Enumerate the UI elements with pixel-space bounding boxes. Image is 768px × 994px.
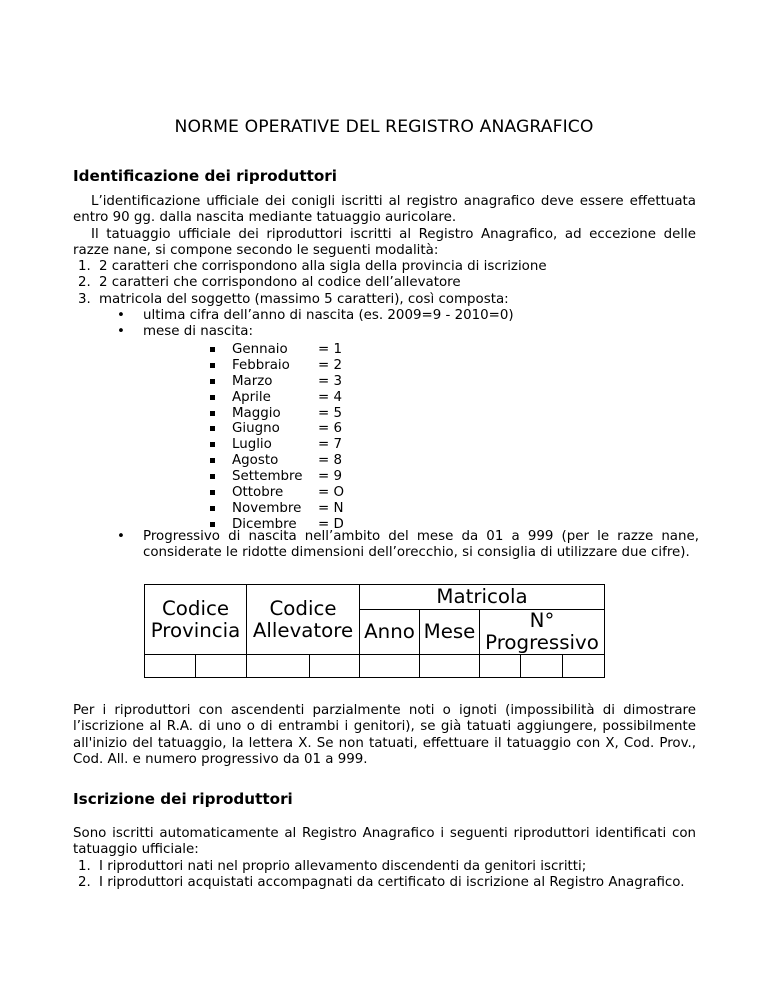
month-code: = 3 bbox=[318, 373, 342, 389]
table-cell bbox=[247, 655, 310, 678]
month-name: Aprile bbox=[232, 389, 271, 405]
month-name: Gennaio bbox=[232, 342, 288, 357]
month-name: Maggio bbox=[232, 405, 281, 421]
bullet-item-text: mese di nascita: bbox=[143, 324, 253, 340]
month-code: = 8 bbox=[318, 453, 342, 469]
bullet-dot-icon: • bbox=[117, 529, 125, 544]
list-item bbox=[78, 875, 698, 891]
bullet-item bbox=[113, 324, 514, 340]
header-codice-provincia: Codice Provincia bbox=[145, 585, 247, 655]
square-bullet-icon bbox=[210, 347, 215, 352]
bullet-dot-icon: • bbox=[117, 308, 125, 323]
month-code: = 9 bbox=[318, 469, 342, 485]
square-bullet-icon bbox=[210, 506, 215, 511]
header-anno: Anno bbox=[360, 610, 420, 655]
table-cell bbox=[310, 655, 360, 678]
month-code: = O bbox=[318, 485, 345, 501]
bullet-item-text: ultima cifra dell’anno di nascita (es. 2009=9 - 2010=0) bbox=[143, 308, 514, 323]
paragraph-text: Sono iscritti automaticamente al Registro Anagrafico i seguenti riproduttori identificati con tatuaggio ufficiale: bbox=[73, 826, 696, 858]
list-number: 1. bbox=[78, 859, 91, 874]
month-name: Novembre bbox=[232, 500, 302, 516]
month-code: = D bbox=[318, 516, 344, 532]
month-code: = 7 bbox=[318, 437, 342, 453]
square-bullet-icon bbox=[210, 395, 215, 400]
paragraph-text: L’identificazione ufficiale dei conigli iscritti al registro anagrafico deve essere effettuata entro 90 gg. dalla nascita mediante tatuaggio auricolare. bbox=[73, 194, 696, 226]
month-code: = N bbox=[318, 500, 344, 516]
table-cell bbox=[360, 655, 420, 678]
month-name: Febbraio bbox=[232, 357, 290, 373]
bullet-item bbox=[113, 308, 514, 324]
table-cell bbox=[420, 655, 480, 678]
tattoo-composition-list bbox=[78, 259, 698, 308]
table-cell bbox=[196, 655, 247, 678]
month-code: = 4 bbox=[318, 389, 342, 405]
list-number: 3. bbox=[78, 291, 91, 307]
header-mese: Mese bbox=[420, 610, 480, 655]
month-name: Ottobre bbox=[232, 485, 284, 501]
month-name: Giugno bbox=[232, 421, 280, 437]
month-name: Dicembre bbox=[232, 516, 297, 532]
section-heading-iscrizione: Iscrizione dei riproduttori bbox=[73, 790, 293, 808]
list-item-text: I riproduttori acquistati accompagnati da certificato di iscrizione al Registro Anagrafico. bbox=[99, 875, 685, 891]
page-title: NORME OPERATIVE DEL REGISTRO ANAGRAFICO bbox=[174, 117, 594, 137]
list-item-text: 2 caratteri che corrispondono alla sigla della provincia di iscrizione bbox=[99, 259, 547, 274]
header-matricola: Matricola bbox=[360, 585, 605, 610]
progressivo-bullet bbox=[113, 529, 699, 562]
paragraph-identificazione-2 bbox=[73, 227, 696, 260]
month-name: Marzo bbox=[232, 373, 273, 389]
square-bullet-icon bbox=[210, 490, 215, 495]
month-code: = 1 bbox=[318, 342, 342, 357]
header-codice-allevatore: Codice Allevatore bbox=[247, 585, 360, 655]
list-item bbox=[78, 292, 698, 308]
progressivo-text: Progressivo di nascita nell’ambito del mese da 01 a 999 (per le razze nane, considerate le ridotte dimensioni dell’orecchio, si consiglia di utilizzare due cifre). bbox=[143, 529, 699, 561]
table-cell bbox=[145, 655, 196, 678]
paragraph-identificazione-1 bbox=[73, 194, 696, 227]
paragraph-text: Per i riproduttori con ascendenti parzialmente noti o ignoti (impossibilità di dimostrare l’iscrizione al R.A. di uno o di entrambi i genitori), se già tatuati aggiungere, possibilmente all'inizio del tatuaggio, la lettera X. Se non tatuati, effettuare il tatuaggio con X, Cod. Prov., Cod. All. e numero progressivo da 01 a 999. bbox=[73, 703, 696, 767]
list-item-text: matricola del soggetto (massimo 5 caratteri), così composta: bbox=[99, 291, 509, 307]
month-code: = 2 bbox=[318, 357, 342, 373]
list-number: 2. bbox=[78, 875, 91, 891]
square-bullet-icon bbox=[210, 442, 215, 447]
list-item-text: 2 caratteri che corrispondono al codice dell’allevatore bbox=[99, 275, 461, 291]
paragraph-text: Il tatuaggio ufficiale dei riproduttori iscritti al Registro Anagrafico, ad eccezione delle razze nane, si compone secondo le seguenti modalità: bbox=[73, 227, 696, 259]
matricola-bullet-list bbox=[113, 308, 514, 341]
square-bullet-icon bbox=[210, 379, 215, 384]
paragraph-ascendenti bbox=[73, 703, 696, 768]
table-cell bbox=[563, 655, 605, 678]
month-name: Settembre bbox=[232, 469, 303, 485]
month-name: Luglio bbox=[232, 437, 272, 453]
header-n-progressivo: N° Progressivo bbox=[480, 610, 605, 655]
list-item-text: I riproduttori nati nel proprio allevamento discendenti da genitori iscritti; bbox=[99, 859, 587, 874]
paragraph-iscrizione-1 bbox=[73, 826, 696, 859]
list-item bbox=[78, 259, 698, 275]
list-number: 1. bbox=[78, 259, 91, 274]
list-item bbox=[78, 859, 698, 875]
list-item bbox=[78, 275, 698, 291]
month-code: = 5 bbox=[318, 405, 342, 421]
square-bullet-icon bbox=[210, 522, 215, 527]
month-name: Agosto bbox=[232, 453, 279, 469]
square-bullet-icon bbox=[210, 411, 215, 416]
table-cell bbox=[521, 655, 563, 678]
square-bullet-icon bbox=[210, 474, 215, 479]
list-number: 2. bbox=[78, 275, 91, 291]
tattoo-code-table bbox=[144, 584, 605, 678]
square-bullet-icon bbox=[210, 458, 215, 463]
square-bullet-icon bbox=[210, 363, 215, 368]
month-code: = 6 bbox=[318, 421, 342, 437]
table-cell bbox=[480, 655, 521, 678]
section-heading-identificazione: Identificazione dei riproduttori bbox=[73, 167, 337, 185]
bullet-dot-icon: • bbox=[117, 324, 125, 340]
square-bullet-icon bbox=[210, 426, 215, 431]
iscrizione-list bbox=[78, 859, 698, 892]
